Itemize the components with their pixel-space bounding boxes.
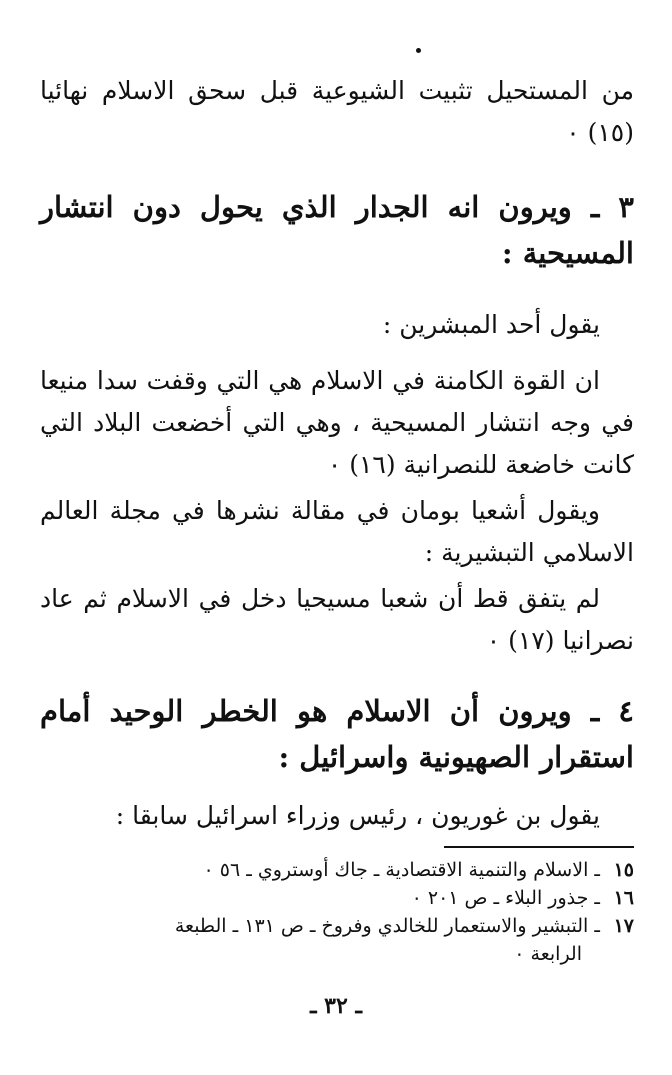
footnote-number: ١٥ (613, 859, 634, 881)
footnote-17-continuation: الرابعة ٠ (514, 943, 582, 965)
footnotes (40, 856, 634, 968)
footnote-16 (40, 884, 634, 912)
paragraph-communism-quote: من المستحيل تثبيت الشيوعية قبل سحق الاسلام نهائيا (١٥) ٠ (40, 76, 634, 147)
footnote-number: ١٦ (613, 887, 634, 909)
footnote-17 (40, 912, 634, 940)
paragraph-bowman-quote: لم يتفق قط أن شعبا مسيحيا دخل في الاسلام ثم عاد نصرانيا (١٧) ٠ (40, 584, 634, 655)
page-mark (416, 48, 421, 53)
footnote-15 (40, 856, 634, 884)
page-number: ـ ٣٢ ـ (310, 993, 362, 1019)
heading-point-3: ٣ ـ ويرون انه الجدار الذي يحول دون انتشار المسيحية : (40, 190, 634, 270)
paragraph-missionary-quote: ان القوة الكامنة في الاسلام هي التي وقفت سدا منيعا في وجه انتشار المسيحية ، وهي التي أخضعت البلاد التي كانت خاضعة للنصرانية (١٦) ٠ (40, 366, 634, 479)
heading-point-4: ٤ ـ ويرون أن الاسلام هو الخطر الوحيد أمام استقرار الصهيونية واسرائيل : (40, 694, 634, 774)
paragraph-missionary-intro: يقول أحد المبشرين : (382, 310, 600, 339)
footnote-number: ١٧ (613, 915, 634, 937)
footnote-divider (444, 846, 634, 848)
footnote-text: ـ جذور البلاء ـ ص ٢٠١ ٠ (411, 887, 600, 909)
paragraph-bowman-intro: ويقول أشعيا بومان في مقالة نشرها في مجلة العالم الاسلامي التبشيرية : (40, 496, 634, 567)
footnote-text: ـ التبشير والاستعمار للخالدي وفروخ ـ ص ١٣١ ـ الطبعة (174, 915, 600, 937)
footnote-text: ـ الاسلام والتنمية الاقتصادية ـ جاك أوستروي ـ ٥٦ ٠ (203, 859, 600, 881)
paragraph-ben-gurion-intro: يقول بن غوريون ، رئيس وزراء اسرائيل سابقا : (115, 801, 600, 830)
